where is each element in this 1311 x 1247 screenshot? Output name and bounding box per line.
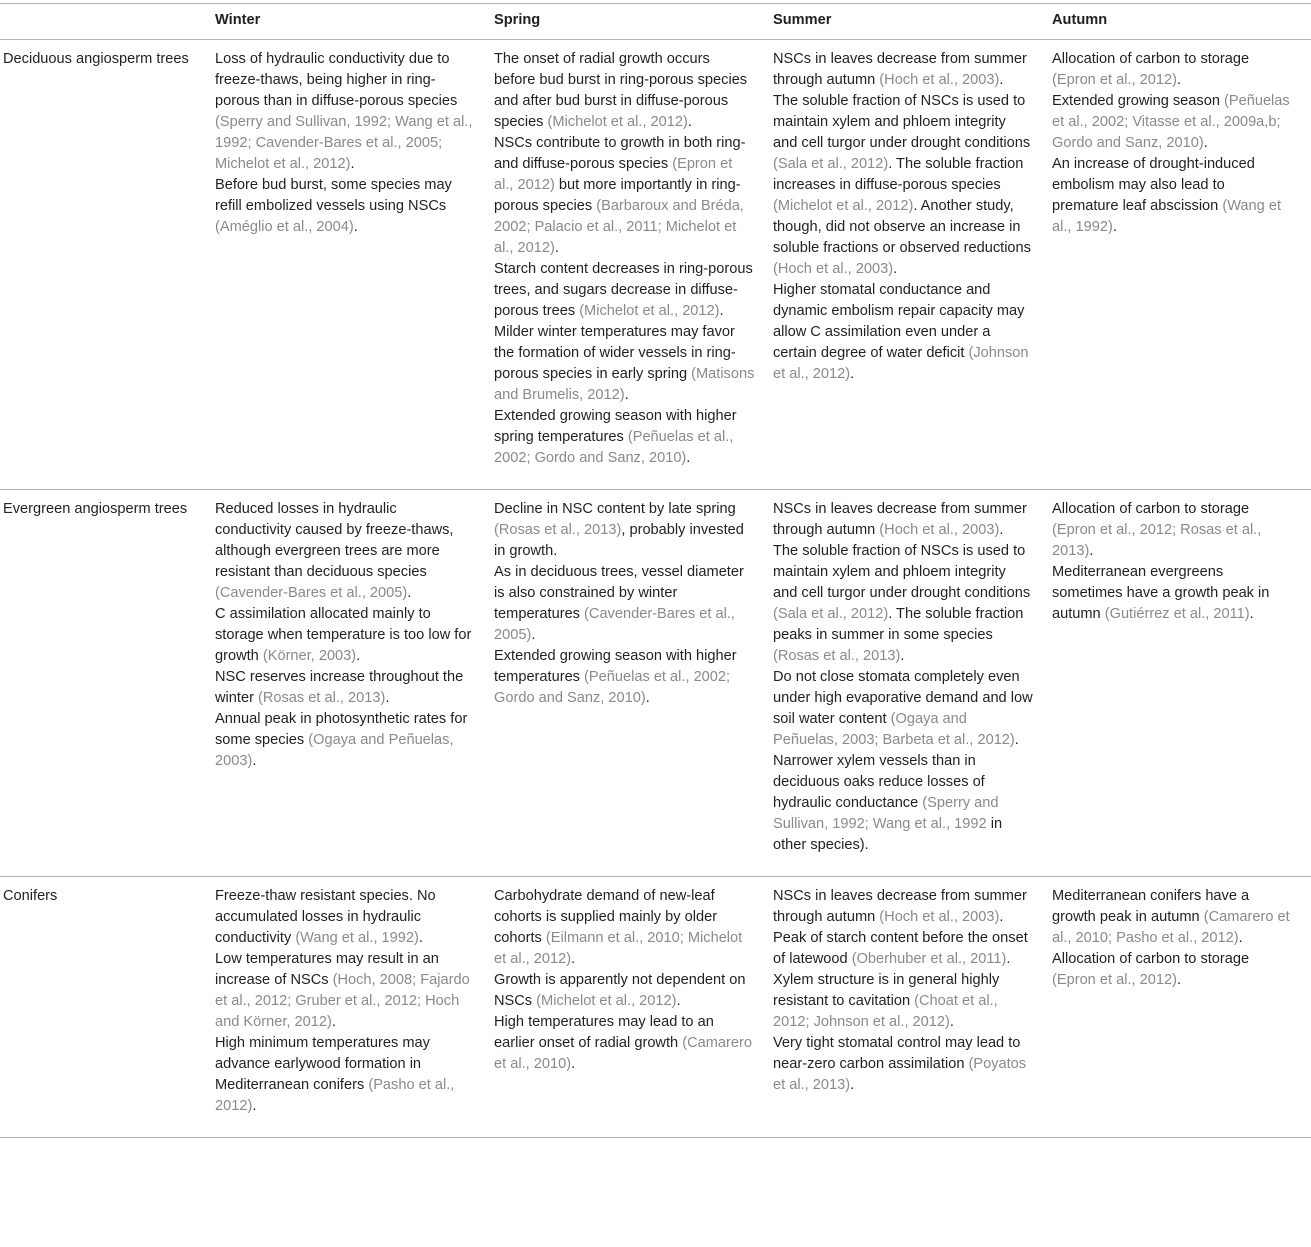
cell-paragraph [773,751,1034,856]
citation: (Cavender-Bares et al., 2005) [494,606,735,643]
citation: (Rosas et al., 2013) [257,690,386,706]
cell-paragraph [494,322,755,406]
cell-paragraph [494,499,755,562]
cell-paragraph [215,1033,476,1117]
cell-spring [494,490,773,877]
cell-summer [773,490,1052,877]
citation: (Pasho et al., 2012) [215,1077,455,1114]
cell-text: . [554,240,559,256]
cell-text: . The soluble fraction peaks in summer in some species [773,606,1024,643]
cell-text: Carbohydrate demand of new-leaf cohorts is supplied mainly by older cohorts [494,888,718,946]
cell-text: Mediterranean evergreens sometimes have a growth peak in autumn [1052,564,1270,622]
cell-text: . [1006,951,1011,967]
citation: (Peñuelas et al., 2002; Vitasse et al., 2009a,b; Gordo and Sanz, 2010) [1052,93,1290,151]
cell-text: An increase of drought-induced embolism may also lead to premature leaf abscission [1052,156,1255,214]
citation: (Hoch et al., 2003) [879,72,1000,88]
cell-text: . [1176,72,1181,88]
cell-paragraph [494,133,755,259]
cell-text: . [252,1098,257,1114]
cell-autumn [1052,40,1311,490]
citation: (Michelot et al., 2012) [773,198,914,214]
cell-text: . [252,753,257,769]
seasonal-responses-table [0,3,1311,1138]
cell-text: NSCs in leaves decrease from summer through autumn [773,51,1027,88]
cell-text: . [645,690,650,706]
cell-text: Mediterranean conifers have a growth peak in autumn [1052,888,1250,925]
table-row [0,40,1311,490]
cell-winter [215,877,494,1138]
cell-text: As in deciduous trees, vessel diameter is also constrained by winter temperatures [494,564,744,622]
header-summer: Summer [773,4,1052,40]
citation: (Ogaya and Peñuelas, 2003) [215,732,454,769]
cell-text: Higher stomatal conductance and dynamic embolism repair capacity may allow C assimilation even under a certain degree of water deficit [773,282,1025,361]
cell-text: Milder winter temperatures may favor the formation of wider vessels in ring-porous species in early spring [494,324,736,382]
cell-text: . [900,648,905,664]
cell-text: Xylem structure is in general highly resistant to cavitation [773,972,1000,1009]
cell-text: C assimilation allocated mainly to storage when temperature is too low for growth [215,606,472,664]
header-row [0,4,1311,40]
cell-paragraph [215,709,476,772]
citation: (Körner, 2003) [262,648,357,664]
cell-paragraph [494,259,755,322]
cell-paragraph [494,562,755,646]
cell-text: . [999,909,1004,925]
cell-text: NSCs contribute to growth in both ring- and diffuse-porous species [494,135,746,172]
cell-text: . [686,450,691,466]
cell-text: . [385,690,390,706]
cell-text: . [1203,135,1208,151]
cell-text: Freeze-thaw resistant species. No accumulated losses in hydraulic conductivity [215,888,436,946]
cell-paragraph [1052,562,1293,625]
citation: (Poyatos et al., 2013) [773,1056,1027,1093]
cell-text: Low temperatures may result in an increase of NSCs [215,951,439,988]
cell-text: NSCs in leaves decrease from summer through autumn [773,888,1027,925]
citation: (Epron et al., 2012) [1052,972,1177,988]
cell-spring [494,40,773,490]
citation: (Eilmann et al., 2010; Michelot et al., 2012) [494,930,743,967]
cell-paragraph [215,667,476,709]
citation: (Sala et al., 2012) [773,156,889,172]
cell-paragraph [494,1012,755,1075]
cell-text: . [850,366,855,382]
cell-text: The soluble fraction of NSCs is used to maintain xylem and phloem integrity and cell turgor under drought conditions [773,543,1031,601]
cell-text: Allocation of carbon to storage [1052,51,1250,67]
cell-text: . [1238,930,1243,946]
citation: (Hoch et al., 2003) [879,522,1000,538]
cell-text: but more importantly in ring-porous species [494,177,741,214]
cell-text: Do not close stomata completely even under high evaporative demand and low soil water content [773,669,1033,727]
row-label: Conifers [0,877,215,1138]
cell-paragraph [1052,91,1293,154]
citation: (Oberhuber et al., 2011) [851,951,1007,967]
header-autumn: Autumn [1052,4,1311,40]
cell-text: . [350,156,355,172]
cell-text: The onset of radial growth occurs before bud burst in ring-porous species and after bud burst in diffuse-porous species [494,51,748,130]
cell-summer [773,40,1052,490]
cell-text: in other species). [773,816,1003,853]
cell-text: . [999,72,1004,88]
cell-paragraph [1052,886,1293,949]
cell-winter [215,490,494,877]
cell-text: . [850,1077,855,1093]
cell-text: . [719,303,724,319]
cell-paragraph [773,280,1034,385]
citation: (Epron et al., 2012) [494,156,733,193]
cell-paragraph [773,1033,1034,1096]
cell-text: . [418,930,423,946]
cell-text: . [687,114,692,130]
cell-text: . [1249,606,1254,622]
cell-text: Extended growing season with higher temperatures [494,648,737,685]
cell-text: . [531,627,536,643]
citation: (Michelot et al., 2012) [579,303,720,319]
cell-text: . [1014,732,1019,748]
cell-paragraph [215,175,476,238]
cell-paragraph [494,646,755,709]
table-row [0,490,1311,877]
cell-paragraph [215,499,476,604]
header-winter: Winter [215,4,494,40]
cell-text: Starch content decreases in ring-porous trees, and sugars decrease in diffuse-porous trees [494,261,753,319]
cell-text: Extended growing season [1052,93,1224,109]
citation: (Choat et al., 2012; Johnson et al., 2012) [773,993,998,1030]
citation: (Ogaya and Peñuelas, 2003; Barbeta et al., 2012) [773,711,1015,748]
cell-summer [773,877,1052,1138]
cell-text: , probably invested in growth. [494,522,744,559]
cell-text: . [1176,972,1181,988]
cell-paragraph [773,970,1034,1033]
cell-text: Loss of hydraulic conductivity due to freeze-thaws, being higher in ring-porous than in diffuse-porous species [215,51,458,109]
row-label: Evergreen angiosperm trees [0,490,215,877]
citation: (Epron et al., 2012; Rosas et al., 2013) [1052,522,1262,559]
cell-paragraph [494,49,755,133]
cell-text: Peak of starch content before the onset of latewood [773,930,1028,967]
cell-text: . [676,993,681,1009]
cell-text: Annual peak in photosynthetic rates for some species [215,711,468,748]
citation: (Rosas et al., 2013) [773,648,901,664]
table-row [0,877,1311,1138]
cell-autumn [1052,877,1311,1138]
cell-paragraph [215,49,476,175]
cell-paragraph [773,91,1034,280]
cell-text: High temperatures may lead to an earlier onset of radial growth [494,1014,714,1051]
cell-text: Allocation of carbon to storage [1052,951,1250,967]
cell-paragraph [1052,949,1293,991]
citation: (Peñuelas et al., 2002; Gordo and Sanz, 2010) [494,669,731,706]
citation: (Hoch et al., 2003) [879,909,1000,925]
citation: (Sperry and Sullivan, 1992; Wang et al., 1992; Cavender-Bares et al., 2005; Michelot et al., 2012) [215,114,473,172]
citation: (Sperry and Sullivan, 1992; Wang et al., 1992 [773,795,999,832]
citation: (Epron et al., 2012) [1052,72,1177,88]
cell-text: The soluble fraction of NSCs is used to maintain xylem and phloem integrity and cell turgor under drought conditions [773,93,1031,151]
citation: (Camarero et al., 2010) [494,1035,752,1072]
citation: (Cavender-Bares et al., 2005) [215,585,408,601]
cell-text: Before bud burst, some species may refill embolized vessels using NSCs [215,177,452,214]
cell-text: . [407,585,412,601]
cell-text: Allocation of carbon to storage [1052,501,1250,517]
cell-paragraph [494,406,755,469]
citation: (Sala et al., 2012) [773,606,889,622]
cell-text: . [571,1056,576,1072]
row-label: Deciduous angiosperm trees [0,40,215,490]
cell-text: Very tight stomatal control may lead to near-zero carbon assimilation [773,1035,1021,1072]
cell-paragraph [773,667,1034,751]
cell-text: . [999,522,1004,538]
cell-paragraph [1052,154,1293,238]
cell-text: High minimum temperatures may advance earlywood formation in Mediterranean conifers [215,1035,430,1093]
citation: (Matisons and Brumelis, 2012) [494,366,755,403]
citation: (Camarero et al., 2010; Pasho et al., 2012) [1052,909,1290,946]
cell-text: . [1089,543,1094,559]
header-blank [0,4,215,40]
cell-paragraph [1052,499,1293,562]
citation: (Michelot et al., 2012) [536,993,677,1009]
cell-autumn [1052,490,1311,877]
header-spring: Spring [494,4,773,40]
citation: (Rosas et al., 2013) [494,522,622,538]
cell-text: . [624,387,629,403]
cell-text: . [571,951,576,967]
citation: (Wang et al., 1992) [1052,198,1282,235]
cell-winter [215,40,494,490]
citation: (Améglio et al., 2004) [215,219,354,235]
cell-text: . [1112,219,1117,235]
cell-text: . [949,1014,954,1030]
cell-text: . The soluble fraction increases in diffuse-porous species [773,156,1024,193]
citation: (Wang et al., 1992) [295,930,419,946]
cell-paragraph [215,604,476,667]
citation: (Hoch, 2008; Fajardo et al., 2012; Gruber et al., 2012; Hoch and Körner, 2012) [215,972,470,1030]
cell-paragraph [773,928,1034,970]
cell-text: . [893,261,898,277]
cell-text: Extended growing season with higher spring temperatures [494,408,737,445]
cell-paragraph [215,886,476,949]
citation: (Barbaroux and Bréda, 2002; Palacio et al., 2011; Michelot et al., 2012) [494,198,744,256]
cell-text: Reduced losses in hydraulic conductivity caused by freeze-thaws, although evergreen trees are more resistant than deciduous species [215,501,454,580]
cell-paragraph [773,49,1034,91]
cell-paragraph [215,949,476,1033]
cell-text: . [331,1014,336,1030]
cell-spring [494,877,773,1138]
cell-text: Decline in NSC content by late spring [494,501,736,517]
cell-text: Narrower xylem vessels than in deciduous oaks reduce losses of hydraulic conductance [773,753,985,811]
cell-paragraph [773,541,1034,667]
citation: (Michelot et al., 2012) [547,114,688,130]
cell-text: Growth is apparently not dependent on NSCs [494,972,746,1009]
citation: (Johnson et al., 2012) [773,345,1029,382]
cell-text: . Another study, though, did not observe an increase in soluble fractions or observed reductions [773,198,1031,256]
cell-text: . [356,648,361,664]
citation: (Gutiérrez et al., 2011) [1104,606,1250,622]
citation: (Hoch et al., 2003) [773,261,894,277]
cell-text: . [353,219,358,235]
cell-paragraph [494,970,755,1012]
cell-paragraph [773,886,1034,928]
cell-paragraph [773,499,1034,541]
citation: (Peñuelas et al., 2002; Gordo and Sanz, 2010) [494,429,734,466]
cell-paragraph [1052,49,1293,91]
cell-paragraph [494,886,755,970]
cell-text: NSC reserves increase throughout the winter [215,669,464,706]
cell-text: NSCs in leaves decrease from summer through autumn [773,501,1027,538]
